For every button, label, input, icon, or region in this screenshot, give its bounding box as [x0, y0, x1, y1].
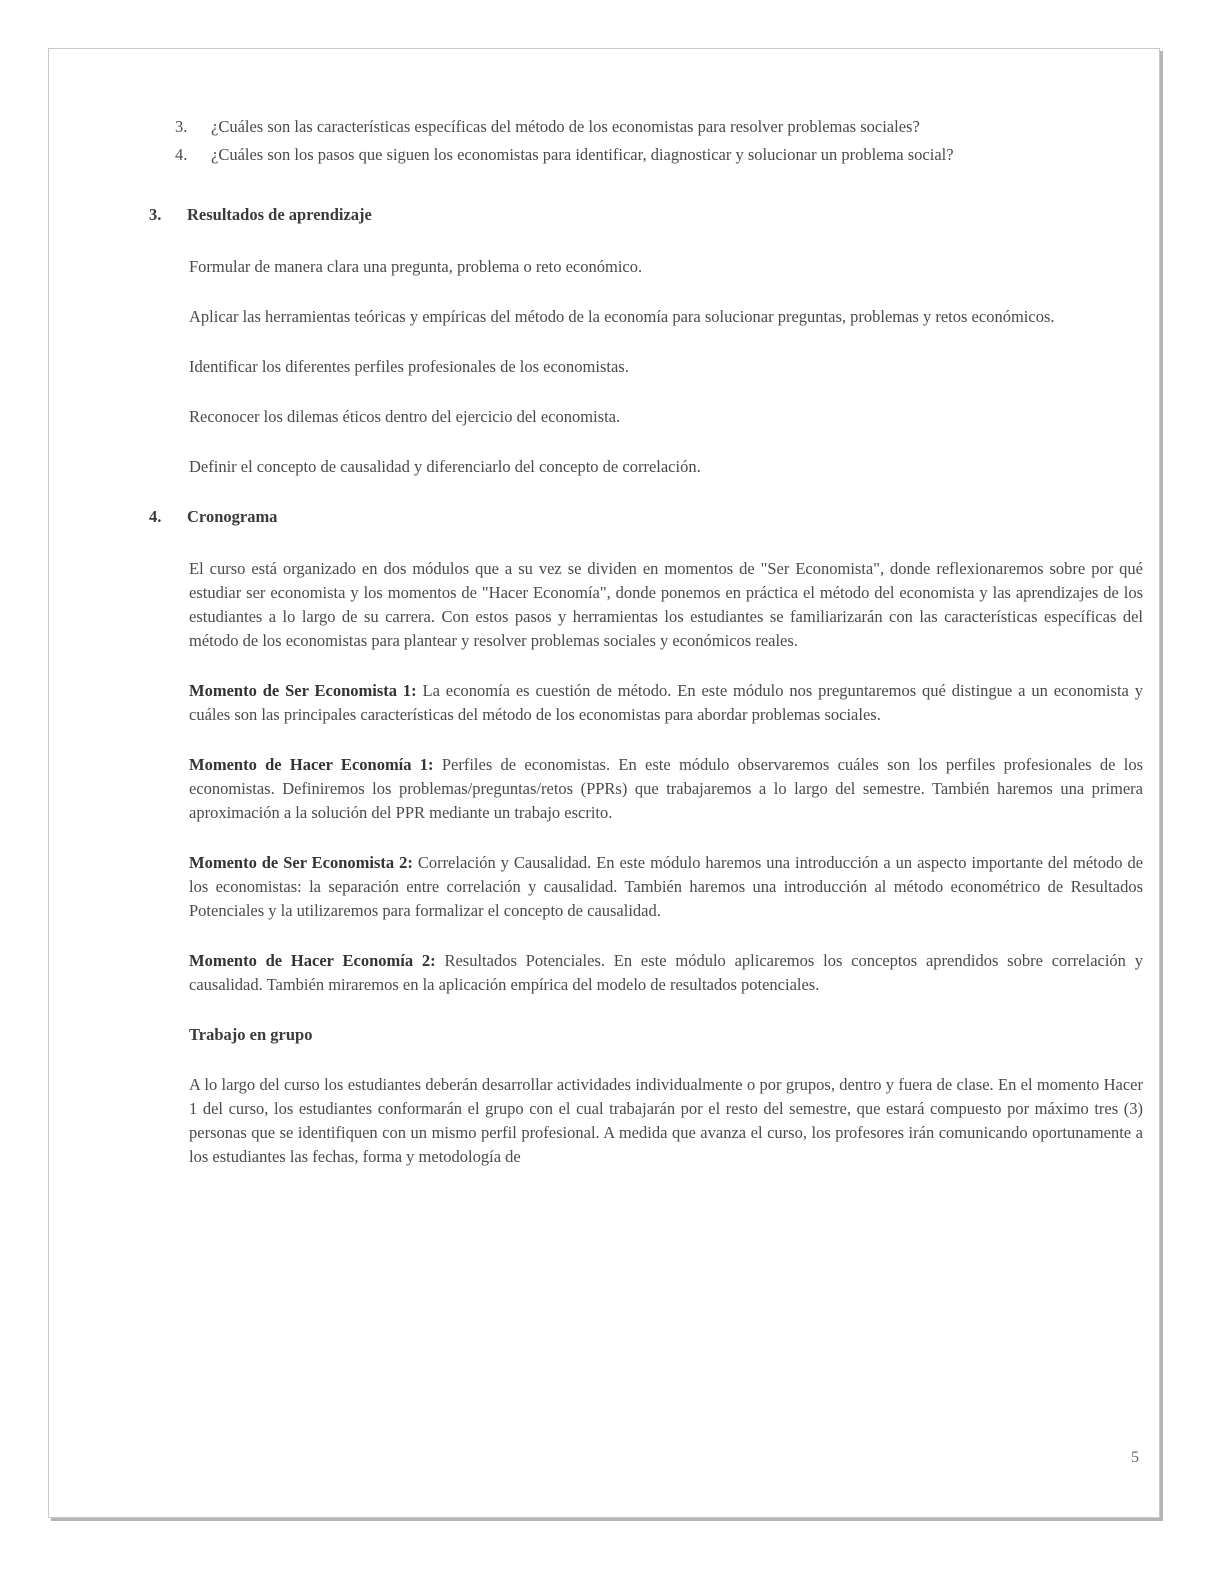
list-item	[149, 143, 1143, 167]
question-list	[149, 115, 1143, 167]
list-item-number: 4.	[175, 145, 188, 164]
cronograma-block	[189, 557, 1143, 1169]
group-work-heading: Trabajo en grupo	[189, 1025, 313, 1044]
group-work-text: A lo largo del curso los estudiantes deberán desarrollar actividades individualmente o por grupos, dentro y fuera de clase. En el momento Hacer 1 del curso, los estudiantes conformarán el grupo con el cual trabajarán por el resto del semestre, que estará compuesto por máximo tres (3) personas que se identifiquen con un mismo perfil profesional. A medida que avanza el curso, los profesores irán comunicando oportunamente a los estudiantes las fechas, forma y metodología de	[189, 1075, 1143, 1166]
list-item-text: ¿Cuáles son los pasos que siguen los economistas para identificar, diagnosticar y solucionar un problema social?	[211, 145, 954, 164]
moment-paragraph	[189, 679, 1143, 727]
document-page	[48, 48, 1160, 1518]
outcomes-block	[189, 255, 1143, 479]
moment-label: Momento de Hacer Economía 2:	[189, 951, 436, 970]
page-content	[149, 115, 1143, 1195]
moment-text: La economía es cuestión de método. En este módulo nos preguntaremos qué distingue a un economista y cuáles son las principales características del método de los economistas para abordar problemas sociales.	[189, 681, 1144, 724]
moment-label: Momento de Ser Economista 1:	[189, 681, 417, 700]
section-title: Resultados de aprendizaje	[187, 205, 372, 224]
section-title: Cronograma	[187, 507, 278, 526]
moment-text: Correlación y Causalidad. En este módulo haremos una introducción a un aspecto importante del método de los economistas: la separación entre correlación y causalidad. También haremos una introducción al método econométrico de Resultados Potenciales y la utilizaremos para formalizar el concepto de causalidad.	[189, 853, 1144, 920]
moment-paragraph	[189, 851, 1143, 923]
cronograma-intro: El curso está organizado en dos módulos que a su vez se dividen en momentos de "Ser Economista", donde reflexionaremos sobre por qué estudiar ser economista y los momentos de "Hacer Economía", donde ponemos en práctica el método del economista y las aprendizajes de los estudiantes a lo largo de su carrera. Con estos pasos y herramientas los estudiantes se familiarizarán con las características específicas del método de los economistas para plantear y resolver problemas sociales y económicos reales.	[189, 559, 1143, 650]
section-heading-cronograma	[149, 505, 1143, 529]
moment-label: Momento de Ser Economista 2:	[189, 853, 413, 872]
outcome-item: Formular de manera clara una pregunta, problema o reto económico.	[189, 257, 643, 276]
list-item	[149, 115, 1143, 139]
list-item-text: ¿Cuáles son las características específicas del método de los economistas para resolver problemas sociales?	[211, 117, 920, 136]
moment-paragraph	[189, 753, 1143, 825]
moment-text: Resultados Potenciales. En este módulo aplicaremos los conceptos aprendidos sobre correlación y causalidad. También miraremos en la aplicación empírica del modelo de resultados potenciales.	[189, 951, 1143, 994]
moment-label: Momento de Hacer Economía 1:	[189, 755, 434, 774]
section-number: 3.	[149, 205, 162, 224]
outcome-item: Reconocer los dilemas éticos dentro del ejercicio del economista.	[189, 407, 621, 426]
section-number: 4.	[149, 507, 162, 526]
moment-paragraph	[189, 949, 1143, 997]
page-number: 5	[1131, 1449, 1139, 1466]
outcome-item: Aplicar las herramientas teóricas y empíricas del método de la economía para solucionar preguntas, problemas y retos económicos.	[189, 307, 1055, 326]
outcome-item: Identificar los diferentes perfiles profesionales de los economistas.	[189, 357, 629, 376]
section-heading-resultados	[149, 203, 1143, 227]
outcome-item: Definir el concepto de causalidad y diferenciarlo del concepto de correlación.	[189, 457, 701, 476]
list-item-number: 3.	[175, 117, 188, 136]
moment-text: Perfiles de economistas. En este módulo observaremos cuáles son los perfiles profesionales de los economistas. Definiremos los problemas/preguntas/retos (PPRs) que trabajaremos a lo largo del semestre. También haremos una primera aproximación a la solución del PPR mediante un trabajo escrito.	[189, 755, 1143, 822]
